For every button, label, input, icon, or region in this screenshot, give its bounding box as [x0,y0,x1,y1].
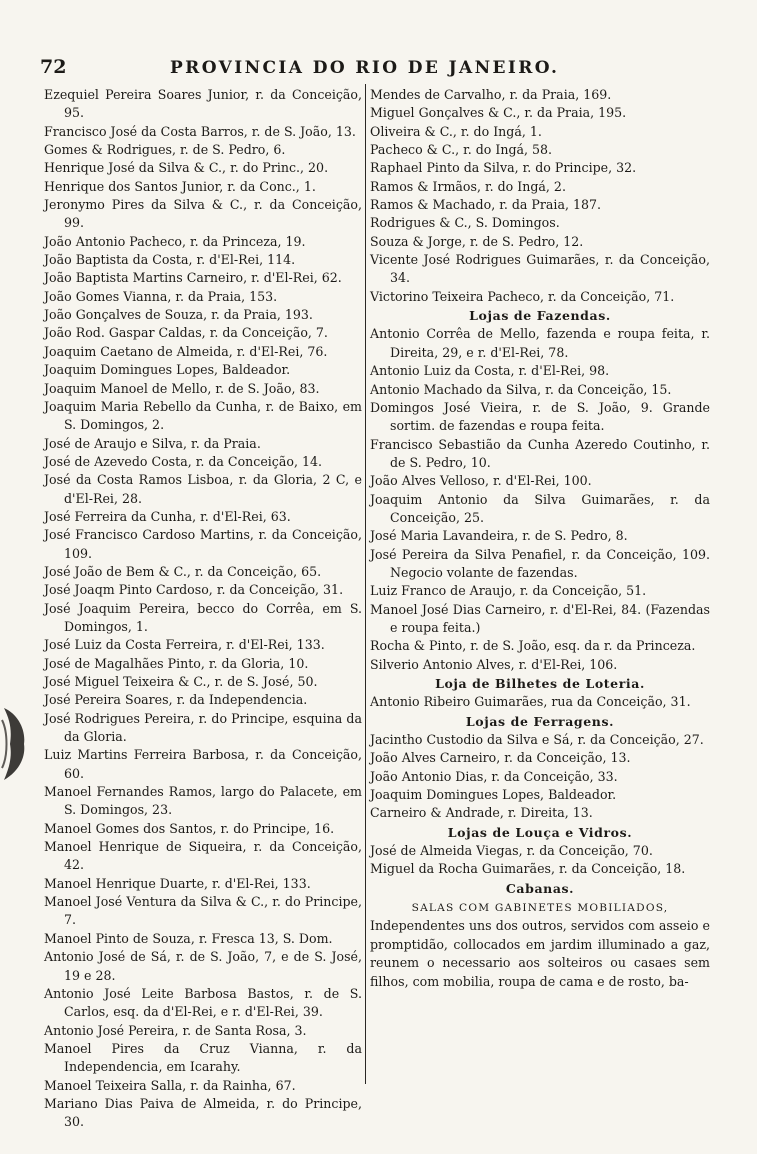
directory-entry: Antonio Machado da Silva, r. da Conceição, 15. [370,381,672,397]
directory-entry: José João de Bem & C., r. da Conceição, 65. [44,563,322,579]
directory-entry: Ezequiel Pereira Soares Junior, r. da Conceição, 95. [44,87,362,121]
directory-entry: José Luiz da Costa Ferreira, r. d'El-Rei, 133. [44,637,325,653]
directory-entry: João Antonio Dias, r. da Conceição, 33. [370,768,618,784]
directory-entry: Mariano Dias Paiva de Almeida, r. do Principe, 30. [44,1095,362,1130]
directory-entry: Manoel Pires da Cruz Vianna, r. da Independencia, em Icarahy. [44,1040,362,1075]
heading-fazendas: Lojas de Fazendas. [469,308,611,324]
directory-entry: Luiz Franco de Araujo, r. da Conceição, 51. [370,583,647,599]
left-column [44,86,362,1132]
directory-entry: Jacintho Custodio da Silva e Sá, r. da Conceição, 27. [370,732,704,748]
right-column [370,86,710,991]
loteria-list [370,693,710,711]
ink-blot-mark [0,700,30,785]
directory-entry: João Alves Carneiro, r. da Conceição, 13. [370,750,631,766]
page-number: 72 [40,56,67,78]
directory-entry: José de Almeida Viegas, r. da Conceição, 70. [370,843,653,859]
directory-entry: João Gomes Vianna, r. da Praia, 153. [44,288,278,304]
directory-entry: José de Magalhães Pinto, r. da Gloria, 10. [44,655,309,671]
directory-entry: Pacheco & C., r. do Ingá, 58. [370,142,553,158]
running-title: PROVINCIA DO RIO DE JANEIRO. [170,58,560,78]
directory-entry: Antonio José Leite Barbosa Bastos, r. de S. Carlos, esq. da d'El-Rei, e r. d'El-Rei, 39. [44,985,362,1020]
directory-entry: João Antonio Pacheco, r. da Princeza, 19. [44,233,306,249]
directory-entry: Joaquim Antonio da Silva Guimarães, r. da Conceição, 25. [370,491,710,525]
ferragens-list [370,731,710,823]
directory-entry: Joaquim Domingues Lopes, Baldeador. [370,787,617,803]
directory-entry: José da Costa Ramos Lisboa, r. da Gloria, 2 C, e d'El-Rei, 28. [44,472,362,506]
directory-entry: Ramos & Irmãos, r. do Ingá, 2. [370,178,566,194]
directory-entry: José Maria Lavandeira, r. de S. Pedro, 8. [370,528,628,544]
directory-entry: Francisco Sebastião da Cunha Azeredo Coutinho, r. de S. Pedro, 10. [370,436,710,470]
directory-entry: João Baptista Martins Carneiro, r. d'El-Rei, 62. [44,270,342,286]
directory-entry: José Francisco Cardoso Martins, r. da Conceição, 109. [44,527,362,561]
directory-entry: Manoel Teixeira Salla, r. da Rainha, 67. [44,1077,296,1093]
directory-entry: João Gonçalves de Souza, r. da Praia, 193. [44,307,313,323]
directory-entry: Carneiro & Andrade, r. Direita, 13. [370,805,593,821]
directory-entry: Joaquim Maria Rebello da Cunha, r. de Baixo, em S. Domingos, 2. [44,398,362,433]
directory-entry: Domingos José Vieira, r. de S. João, 9. Grande sortim. de fazendas e roupa feita. [370,399,710,434]
directory-entry: Antonio Luiz da Costa, r. d'El-Rei, 98. [370,363,610,379]
heading-ferragens: Lojas de Ferragens. [465,713,615,729]
directory-entry: Manoel Fernandes Ramos, largo do Palacete, em S. Domingos, 23. [44,784,362,818]
directory-entry: Antonio José Pereira, r. de Santa Rosa, 3. [44,1022,307,1038]
directory-entry: Manoel Gomes dos Santos, r. do Principe, 16. [44,820,335,836]
directory-entry: Rocha & Pinto, r. de S. João, esq. da r. da Princeza. [370,638,696,654]
directory-entry: Manoel Henrique de Siqueira, r. da Conceição, 42. [44,839,362,873]
directory-entry: João Rod. Gaspar Caldas, r. da Conceição, 7. [44,325,328,341]
directory-entry: José Joaqm Pinto Cardoso, r. da Conceição, 31. [44,582,344,598]
directory-entry: Antonio Ribeiro Guimarães, rua da Conceição, 31. [370,694,691,710]
directory-entry: Manoel José Ventura da Silva & C., r. do Principe, 7. [44,894,362,928]
directory-entry: João Alves Velloso, r. d'El-Rei, 100. [370,473,592,489]
heading-loteria: Loja de Bilhetes de Loteria. [435,676,645,691]
directory-entry: Joaquim Domingues Lopes, Baldeador. [44,362,291,378]
directory-entry: Manoel Pinto de Souza, r. Fresca 13, S. Dom. [44,930,333,946]
directory-entry: Antonio José de Sá, r. de S. João, 7, e de S. José, 19 e 28. [44,949,362,983]
directory-entry: Jeronymo Pires da Silva & C., r. da Conceição, 99. [44,197,362,231]
directory-entry: Oliveira & C., r. do Ingá, 1. [370,123,542,139]
directory-entry: José de Araujo e Silva, r. da Praia. [44,435,261,451]
directory-entry: Vicente José Rodrigues Guimarães, r. da Conceição, 34. [370,252,710,286]
directory-entry: Miguel Gonçalves & C., r. da Praia, 195. [370,105,627,121]
directory-entry: João Baptista da Costa, r. d'El-Rei, 114. [44,252,296,268]
directory-entry: José Rodrigues Pereira, r. do Principe, esquina da da Gloria. [44,710,362,745]
heading-cabanas: Cabanas. [505,880,575,896]
directory-entry: Souza & Jorge, r. de S. Pedro, 12. [370,233,584,249]
fazendas-list [370,325,710,674]
directory-entry: Manoel José Dias Carneiro, r. d'El-Rei, 84. (Fazendas e roupa feita.) [370,601,710,635]
directory-entry: Joaquim Caetano de Almeida, r. d'El-Rei, 76. [44,343,328,359]
directory-entry: Manoel Henrique Duarte, r. d'El-Rei, 133. [44,875,311,891]
directory-entry: Rodrigues & C., S. Domingos. [370,215,560,231]
directory-entry: José Ferreira da Cunha, r. d'El-Rei, 63. [44,508,291,524]
column-divider [365,84,366,1084]
directory-entry: José Pereira Soares, r. da Independencia. [44,692,308,708]
directory-entry: Gomes & Rodrigues, r. de S. Pedro, 6. [44,142,286,158]
cabanas-subheading: SALAS COM GABINETES MOBILIADOS, [411,902,669,915]
louca-list [370,842,710,879]
directory-entry: José Joaquim Pereira, becco do Corrêa, em S. Domingos, 1. [44,600,362,634]
directory-entry: Ramos & Machado, r. da Praia, 187. [370,197,602,213]
directory-entry: Henrique José da Silva & C., r. do Princ., 20. [44,160,329,176]
directory-entry: Mendes de Carvalho, r. da Praia, 169. [370,87,612,102]
directory-entry: Francisco José da Costa Barros, r. de S. João, 13. [44,123,356,139]
heading-louca: Lojas de Louça e Vidros. [447,824,633,840]
directory-entry: Victorino Teixeira Pacheco, r. da Conceição, 71. [370,288,675,304]
directory-entry: Luiz Martins Ferreira Barbosa, r. da Conceição, 60. [44,747,362,781]
continued-list [370,86,710,306]
directory-entry: Silverio Antonio Alves, r. d'El-Rei, 106. [370,656,618,672]
directory-entry: Joaquim Manoel de Mello, r. de S. João, 83. [44,380,320,396]
directory-entry: Antonio Corrêa de Mello, fazenda e roupa feita, r. Direita, 29, e r. d'El-Rei, 78. [370,326,710,360]
directory-entry: José de Azevedo Costa, r. da Conceição, 14. [44,453,322,469]
directory-entry: José Miguel Teixeira & C., r. de S. José, 50. [44,674,318,689]
cabanas-text: Independentes uns dos outros, servidos com asseio e promptidão, collocados em jardim illuminado a gaz, reunem o necessario aos solteiros ou casaes sem filhos, com mobilia, roupa de cama e de rosto, ba- [370,918,710,989]
directory-entry: Miguel da Rocha Guimarães, r. da Conceição, 18. [370,861,686,877]
directory-entry: Raphael Pinto da Silva, r. do Principe, 32. [370,160,637,176]
directory-entry: Henrique dos Santos Junior, r. da Conc., 1. [44,178,316,194]
directory-entry: José Pereira da Silva Penafiel, r. da Conceição, 109. Negocio volante de fazendas. [370,546,710,580]
